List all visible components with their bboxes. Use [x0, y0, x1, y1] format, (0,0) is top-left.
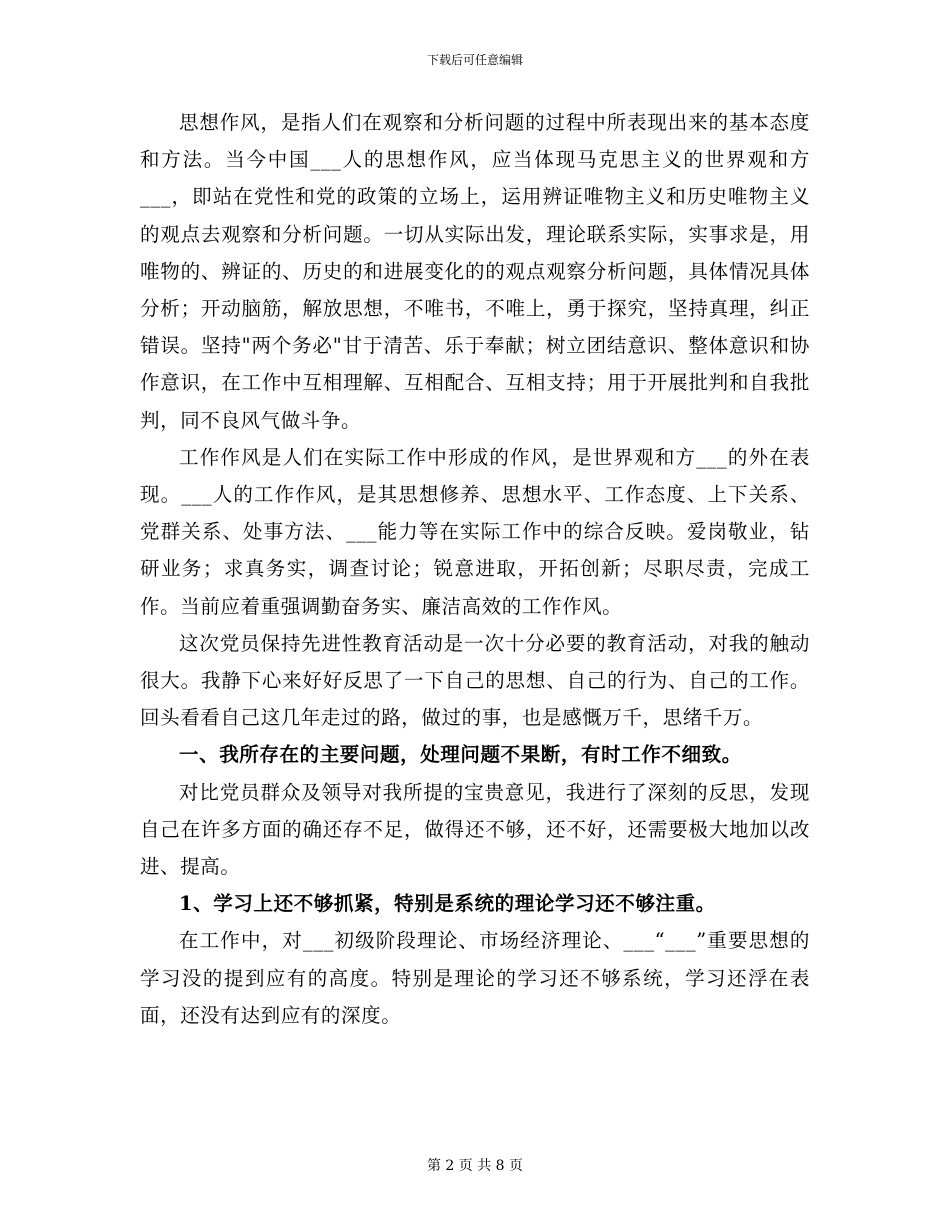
paragraph-thinking-style: 思想作风，是指人们在观察和分析问题的过程中所表现出来的基本态度和方法。当今中国___人的思想作风，应当体现马克思主义的世界观和方___，即站在党性和党的政策的立场上，运用辨证唯物主义和历史唯物主义的观点去观察和分析问题。一切从实际出发，理论联系实际，实事求是，用唯物的、辨证的、历史的和进展变化的的观点观察分析问题，具体情况具体分析；开动脑筋，解放思想，不唯书，不唯上，勇于探究，坚持真理，纠正错误。坚持"两个务必"甘于清苦、乐于奉献；树立团结意识、整体意识和协作意识，在工作中互相理解、互相配合、互相支持；用于开展批判和自我批判，同不良风气做斗争。	[140, 111, 810, 432]
document-body	[140, 104, 810, 1034]
subheading-study: 1、学习上还不够抓紧，特别是系统的理论学习还不够注重。	[179, 892, 716, 916]
page-header-note: 下载后可任意编辑	[426, 53, 523, 67]
section-heading-main-problems: 一、我所存在的主要问题，处理问题不果断，有时工作不细致。	[179, 743, 742, 767]
paragraph-study-details: 在工作中，对___初级阶段理论、市场经济理论、___“___”重要思想的学习没的提到应有的高度。特别是理论的学习还不够系统，学习还浮在表面，还没有达到应有的深度。	[140, 929, 810, 1027]
paragraph-education-activity: 这次党员保持先进性教育活动是一次十分必要的教育活动，对我的触动很大。我静下心来好好反思了一下自己的思想、自己的行为、自己的工作。回头看看自己这几年走过的路，做过的事，也是感慨万千，思绪千万。	[140, 631, 810, 730]
paragraph-work-style: 工作作风是人们在实际工作中形成的作风，是世界观和方___的外在表现。___人的工作作风，是其思想修养、思想水平、工作态度、上下关系、党群关系、处事方法、___能力等在实际工作中的综合反映。爱岗敬业，钻研业务；求真务实，调查讨论；锐意进取，开拓创新；尽职尽责，完成工作。当前应着重强调勤奋务实、廉洁高效的工作作风。	[140, 445, 810, 618]
page-number: 第 2 页 共 8 页	[426, 1158, 524, 1174]
paragraph-self-reflection: 对比党员群众及领导对我所提的宝贵意见，我进行了深刻的反思，发现自己在许多方面的确还存不足，做得还不够，还不好，还需要极大地加以改进、提高。	[140, 780, 810, 879]
